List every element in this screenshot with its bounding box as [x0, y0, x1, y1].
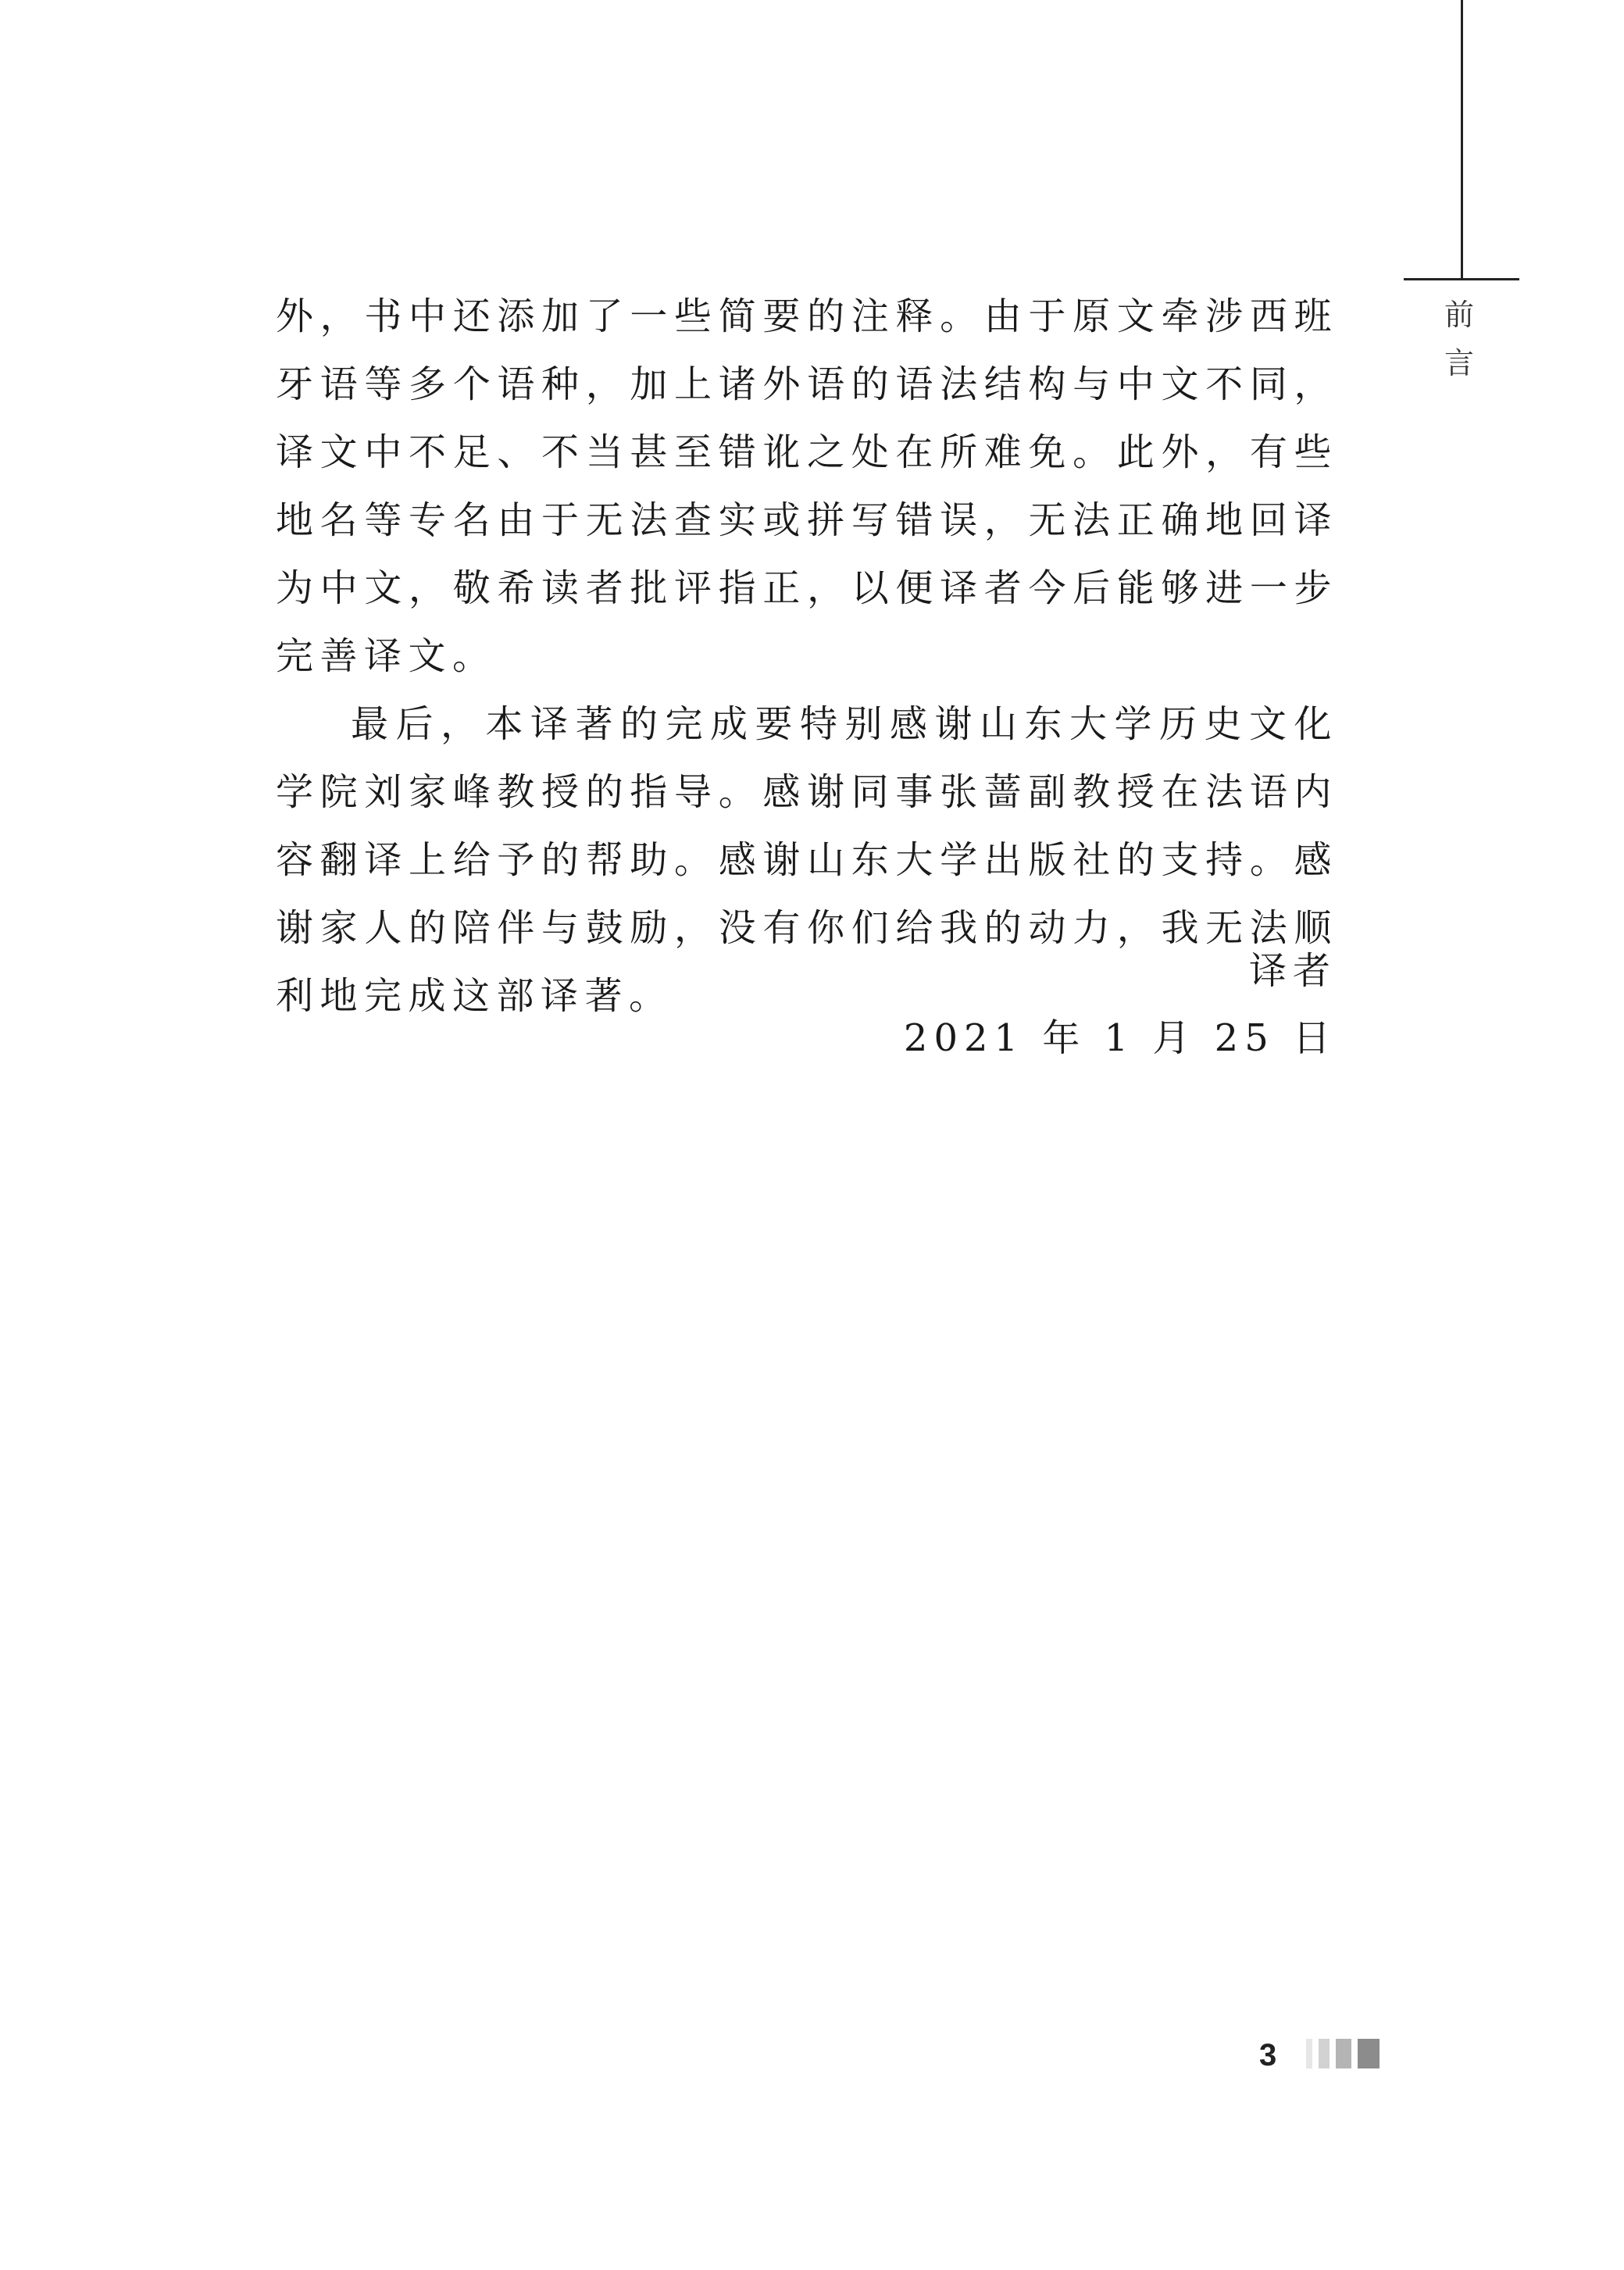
signature-name: 译者	[1248, 949, 1337, 993]
signature-date: 2021 年 1 月 25 日	[903, 1016, 1337, 1060]
folio-bar-4	[1358, 2039, 1380, 2068]
signature-block	[276, 937, 1337, 1072]
page-number: 3	[1259, 2038, 1277, 2072]
section-label-char-1: 前	[1444, 298, 1474, 332]
header-vertical-rule	[1461, 0, 1463, 279]
folio-bar-2	[1319, 2039, 1330, 2068]
section-label-char-2: 言	[1444, 346, 1474, 380]
paragraph-2: 最后，本译著的完成要特别感谢山东大学历史文化学院刘家峰教授的指导。感谢同事张蔷副教授在法语内容翻译上给予的帮助。感谢山东大学出版社的支持。感谢家人的陪伴与鼓励，没有你们给我的动力，我无法顺利地完成这部译著。	[276, 702, 1338, 1018]
running-header-section-label	[1436, 291, 1483, 387]
folio-bar-3	[1336, 2039, 1351, 2068]
main-text-block	[276, 283, 1338, 1030]
header-horizontal-rule	[1404, 278, 1519, 280]
folio-bar-1	[1306, 2039, 1312, 2068]
paragraph-1: 外，书中还添加了一些简要的注释。由于原文牵涉西班牙语等多个语种，加上诸外语的语法结构与中文不同，译文中不足、不当甚至错讹之处在所难免。此外，有些地名等专名由于无法查实或拼写错误，无法正确地回译为中文，敬希读者批评指正，以便译者今后能够进一步完善译文。	[276, 294, 1338, 678]
